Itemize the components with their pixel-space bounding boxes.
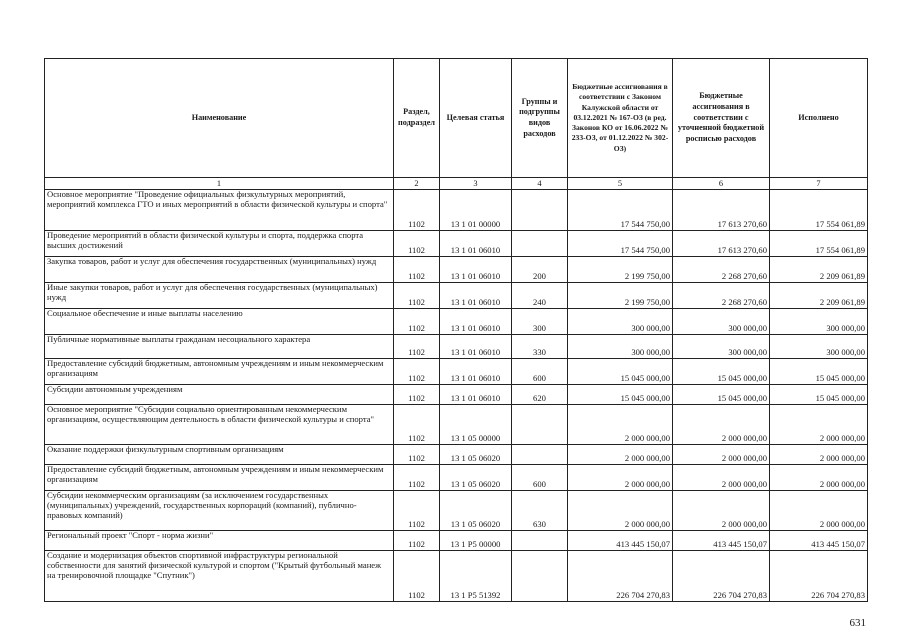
row-section: 1102: [394, 445, 440, 465]
row-section: 1102: [394, 531, 440, 551]
row-name: Субсидии некоммерческим организациям (за исключением государственных (муниципальных) учреждений, государственных корпораций (компаний), публично-правовых компаний): [45, 491, 394, 531]
row-target-article: 13 1 05 06020: [440, 445, 512, 465]
row-executed-amount: 300 000,00: [770, 309, 868, 335]
row-expense-group: 600: [512, 465, 568, 491]
row-section: 1102: [394, 231, 440, 257]
row-target-article: 13 1 01 06010: [440, 231, 512, 257]
row-section: 1102: [394, 491, 440, 531]
row-approved-amount: 2 000 000,00: [568, 465, 673, 491]
row-expense-group: 240: [512, 283, 568, 309]
row-executed-amount: 2 000 000,00: [770, 491, 868, 531]
row-target-article: 13 1 01 06010: [440, 335, 512, 359]
row-refined-amount: 413 445 150,07: [673, 531, 770, 551]
header-section: Раздел, подраздел: [394, 59, 440, 178]
column-number: 7: [770, 178, 868, 190]
row-executed-amount: 2 000 000,00: [770, 445, 868, 465]
row-approved-amount: 2 199 750,00: [568, 257, 673, 283]
row-target-article: 13 1 01 06010: [440, 283, 512, 309]
row-refined-amount: 2 000 000,00: [673, 405, 770, 445]
row-expense-group: [512, 190, 568, 231]
row-section: 1102: [394, 257, 440, 283]
table-row: [45, 359, 868, 385]
column-number: 5: [568, 178, 673, 190]
row-target-article: 13 1 P5 51392: [440, 551, 512, 602]
row-section: 1102: [394, 385, 440, 405]
row-section: 1102: [394, 283, 440, 309]
row-approved-amount: 300 000,00: [568, 309, 673, 335]
row-name: Закупка товаров, работ и услуг для обеспечения государственных (муниципальных) нужд: [45, 257, 394, 283]
row-refined-amount: 17 613 270,60: [673, 231, 770, 257]
row-name: Публичные нормативные выплаты гражданам несоциального характера: [45, 335, 394, 359]
row-name: Региональный проект "Спорт - норма жизни": [45, 531, 394, 551]
column-number: 4: [512, 178, 568, 190]
row-expense-group: 300: [512, 309, 568, 335]
row-section: 1102: [394, 335, 440, 359]
table-body: [45, 190, 868, 602]
row-target-article: 13 1 05 00000: [440, 405, 512, 445]
row-executed-amount: 17 554 061,89: [770, 190, 868, 231]
row-approved-amount: 2 000 000,00: [568, 491, 673, 531]
row-name: Иные закупки товаров, работ и услуг для обеспечения государственных (муниципальных) нужд: [45, 283, 394, 309]
row-approved-amount: 2 000 000,00: [568, 445, 673, 465]
row-section: 1102: [394, 359, 440, 385]
row-approved-amount: 2 000 000,00: [568, 405, 673, 445]
row-executed-amount: 2 000 000,00: [770, 405, 868, 445]
row-expense-group: 620: [512, 385, 568, 405]
row-approved-amount: 413 445 150,07: [568, 531, 673, 551]
page-number: 631: [849, 617, 866, 629]
table-row: [45, 405, 868, 445]
table-row: [45, 445, 868, 465]
row-expense-group: 630: [512, 491, 568, 531]
row-refined-amount: 2 268 270,60: [673, 283, 770, 309]
row-executed-amount: 226 704 270,83: [770, 551, 868, 602]
row-target-article: 13 1 05 06020: [440, 465, 512, 491]
table-row: [45, 531, 868, 551]
header-refined: Бюджетные ассигнования в соответствии с уточненной бюджетной росписью расходов: [673, 59, 770, 178]
row-executed-amount: 15 045 000,00: [770, 359, 868, 385]
row-target-article: 13 1 01 06010: [440, 309, 512, 335]
column-number: 6: [673, 178, 770, 190]
row-refined-amount: 2 000 000,00: [673, 491, 770, 531]
row-section: 1102: [394, 405, 440, 445]
row-section: 1102: [394, 190, 440, 231]
row-section: 1102: [394, 551, 440, 602]
row-approved-amount: 15 045 000,00: [568, 385, 673, 405]
row-name: Оказание поддержки физкультурным спортивным организациям: [45, 445, 394, 465]
row-expense-group: [512, 405, 568, 445]
row-refined-amount: 17 613 270,60: [673, 190, 770, 231]
row-section: 1102: [394, 465, 440, 491]
row-refined-amount: 300 000,00: [673, 335, 770, 359]
table-row: [45, 257, 868, 283]
row-expense-group: [512, 231, 568, 257]
row-target-article: 13 1 05 06020: [440, 491, 512, 531]
table-row: [45, 335, 868, 359]
table-row: [45, 231, 868, 257]
header-groups: Группы и подгруппы видов расходов: [512, 59, 568, 178]
table-row: [45, 551, 868, 602]
column-number-row: [45, 178, 868, 190]
table-row: [45, 491, 868, 531]
table-row: [45, 385, 868, 405]
row-refined-amount: 2 000 000,00: [673, 445, 770, 465]
table-row: [45, 190, 868, 231]
row-refined-amount: 226 704 270,83: [673, 551, 770, 602]
row-name: Предоставление субсидий бюджетным, автономным учреждениям и иным некоммерческим организациям: [45, 465, 394, 491]
budget-table: [44, 58, 868, 602]
row-approved-amount: 2 199 750,00: [568, 283, 673, 309]
header-row: [45, 59, 868, 178]
row-refined-amount: 15 045 000,00: [673, 359, 770, 385]
row-refined-amount: 2 268 270,60: [673, 257, 770, 283]
row-approved-amount: 300 000,00: [568, 335, 673, 359]
row-refined-amount: 15 045 000,00: [673, 385, 770, 405]
row-approved-amount: 15 045 000,00: [568, 359, 673, 385]
header-name: Наименование: [45, 59, 394, 178]
row-executed-amount: 17 554 061,89: [770, 231, 868, 257]
row-expense-group: 330: [512, 335, 568, 359]
row-refined-amount: 300 000,00: [673, 309, 770, 335]
row-target-article: 13 1 01 06010: [440, 385, 512, 405]
header-executed: Исполнено: [770, 59, 868, 178]
row-section: 1102: [394, 309, 440, 335]
table-row: [45, 283, 868, 309]
row-approved-amount: 226 704 270,83: [568, 551, 673, 602]
column-number: 2: [394, 178, 440, 190]
row-refined-amount: 2 000 000,00: [673, 465, 770, 491]
row-target-article: 13 1 P5 00000: [440, 531, 512, 551]
row-target-article: 13 1 01 00000: [440, 190, 512, 231]
row-name: Субсидии автономным учреждениям: [45, 385, 394, 405]
row-executed-amount: 413 445 150,07: [770, 531, 868, 551]
row-expense-group: 200: [512, 257, 568, 283]
row-approved-amount: 17 544 750,00: [568, 190, 673, 231]
row-name: Основное мероприятие "Проведение официальных физкультурных мероприятий, мероприятий комплекса ГТО и иных мероприятий в области физической культуры и спорта": [45, 190, 394, 231]
row-name: Основное мероприятие "Субсидии социально ориентированным некоммерческим организациям, осуществляющим деятельность в области физической культуры и спорта": [45, 405, 394, 445]
row-executed-amount: 300 000,00: [770, 335, 868, 359]
row-name: Социальное обеспечение и иные выплаты населению: [45, 309, 394, 335]
row-target-article: 13 1 01 06010: [440, 257, 512, 283]
row-expense-group: 600: [512, 359, 568, 385]
row-expense-group: [512, 551, 568, 602]
row-executed-amount: 2 000 000,00: [770, 465, 868, 491]
header-approved: Бюджетные ассигнования в соответствии с Законом Калужской области от 03.12.2021 № 167-ОЗ (в ред. Законов КО от 16.06.2022 № 233-ОЗ, от 01.12.2022 № 302-ОЗ): [568, 59, 673, 178]
row-executed-amount: 2 209 061,89: [770, 283, 868, 309]
row-executed-amount: 15 045 000,00: [770, 385, 868, 405]
table-row: [45, 465, 868, 491]
row-target-article: 13 1 01 06010: [440, 359, 512, 385]
row-executed-amount: 2 209 061,89: [770, 257, 868, 283]
row-name: Проведение мероприятий в области физической культуры и спорта, поддержка спорта высших достижений: [45, 231, 394, 257]
column-number: 3: [440, 178, 512, 190]
header-target: Целевая статья: [440, 59, 512, 178]
row-approved-amount: 17 544 750,00: [568, 231, 673, 257]
row-name: Создание и модернизация объектов спортивной инфраструктуры региональной собственности для занятий физической культурой и спортом ("Крытый футбольный манеж на тренировочной площадке "Спутник"): [45, 551, 394, 602]
row-expense-group: [512, 531, 568, 551]
row-expense-group: [512, 445, 568, 465]
table-row: [45, 309, 868, 335]
row-name: Предоставление субсидий бюджетным, автономным учреждениям и иным некоммерческим организациям: [45, 359, 394, 385]
column-number: 1: [45, 178, 394, 190]
